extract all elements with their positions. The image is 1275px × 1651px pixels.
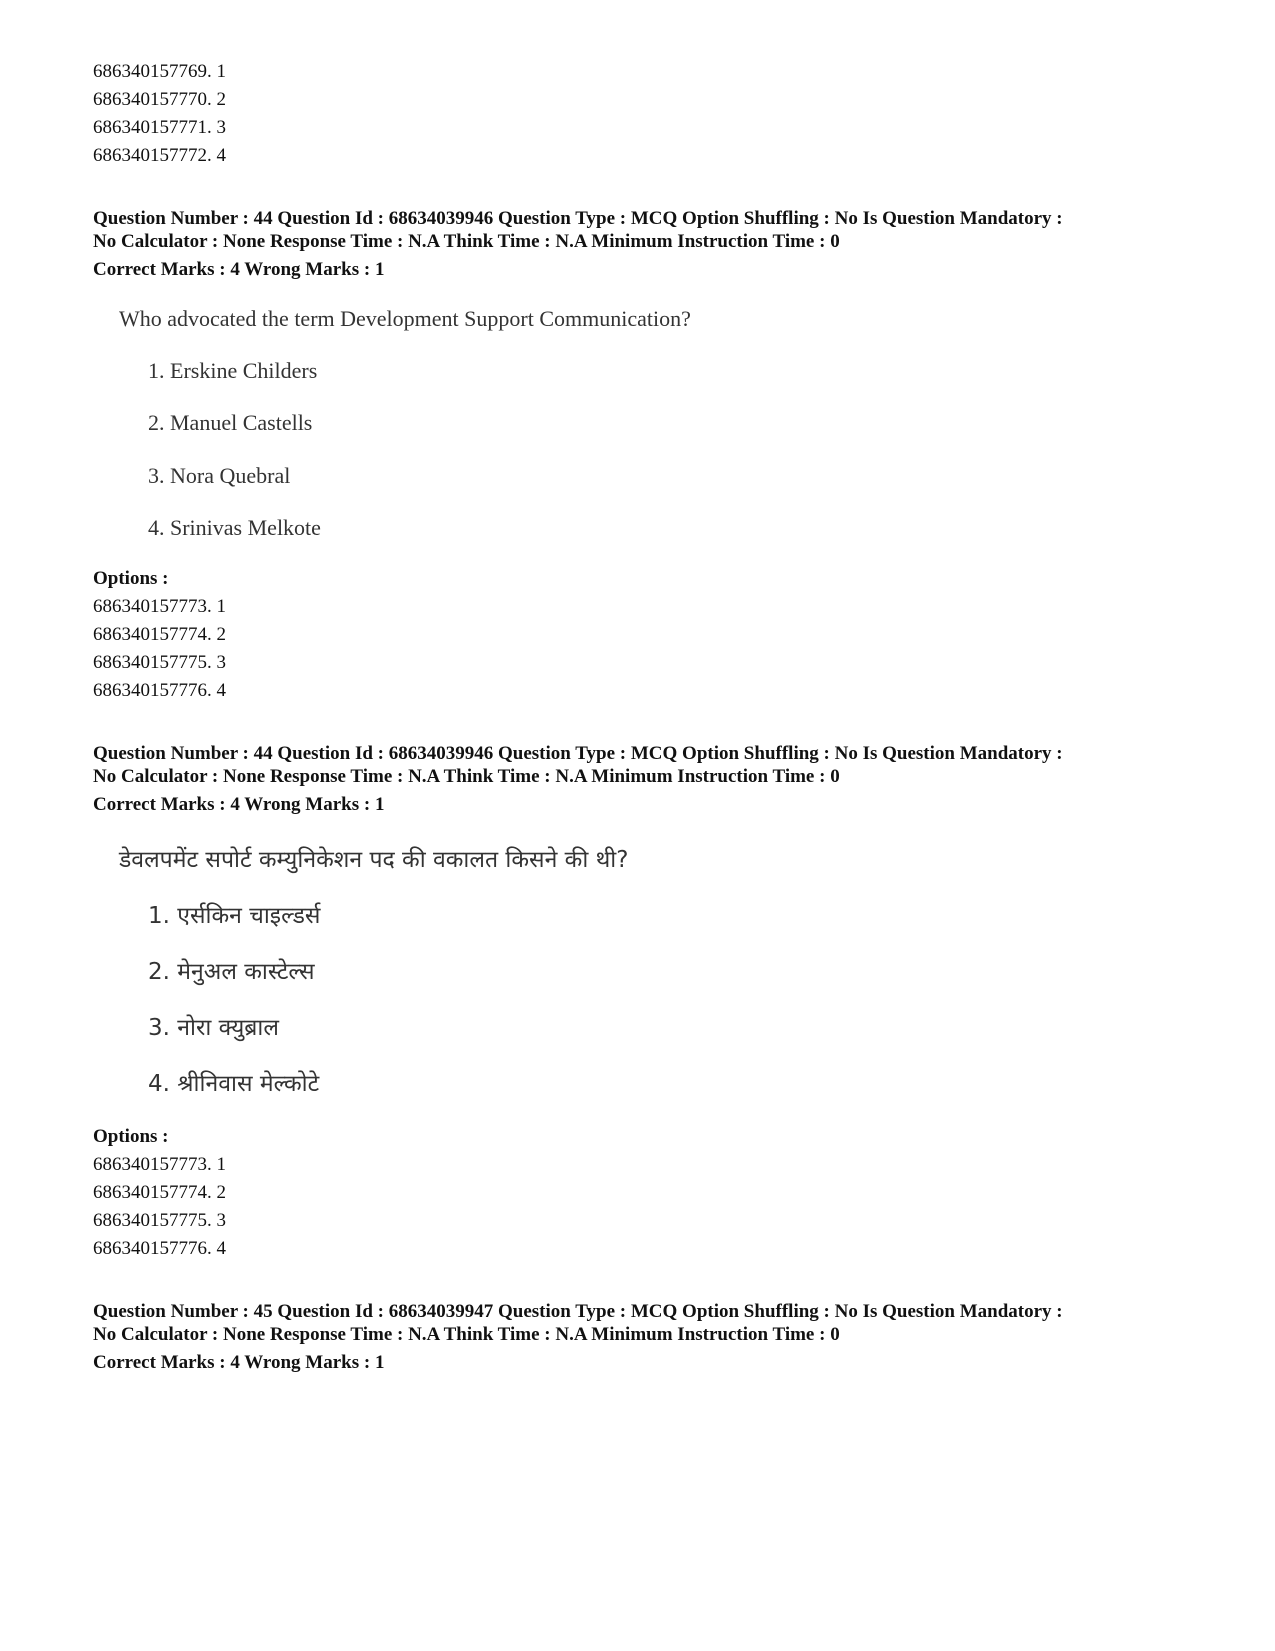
question-header-line1: Question Number : 44 Question Id : 68634039946 Question Type : MCQ Option Shuffling : No Is Question Mandatory : [93,208,1063,229]
option-id-line: 686340157775. 3 [93,1210,226,1231]
option-id-line: 686340157776. 4 [93,680,226,701]
option-id-line: 686340157776. 4 [93,1238,226,1259]
options-label: Options : [93,1126,169,1147]
answer-choice: 4. Srinivas Melkote [148,515,321,540]
answer-choice: 2. Manuel Castells [148,410,313,435]
question-marks: Correct Marks : 4 Wrong Marks : 1 [93,259,385,280]
question-header-line1: Question Number : 45 Question Id : 68634039947 Question Type : MCQ Option Shuffling : No Is Question Mandatory : [93,1301,1063,1322]
answer-choice: 3. Nora Quebral [148,463,291,488]
question-text: Who advocated the term Development Support Communication? [119,306,691,331]
option-id-line: 686340157771. 3 [93,117,226,138]
question-marks: Correct Marks : 4 Wrong Marks : 1 [93,794,385,815]
option-id-line: 686340157775. 3 [93,652,226,673]
option-id-line: 686340157770. 2 [93,89,226,110]
options-label: Options : [93,568,169,589]
question-marks: Correct Marks : 4 Wrong Marks : 1 [93,1352,385,1373]
answer-choice-hindi: 3. नोरा क्युब्राल [148,1015,279,1041]
question-header-line1: Question Number : 44 Question Id : 68634039946 Question Type : MCQ Option Shuffling : No Is Question Mandatory : [93,743,1063,764]
option-id-line: 686340157774. 2 [93,1182,226,1203]
question-header-line2: No Calculator : None Response Time : N.A Think Time : N.A Minimum Instruction Time : 0 [93,1324,840,1345]
question-header-line2: No Calculator : None Response Time : N.A Think Time : N.A Minimum Instruction Time : 0 [93,766,840,787]
answer-choice-hindi: 4. श्रीनिवास मेल्कोटे [148,1071,320,1097]
answer-choice-hindi: 2. मेनुअल कास्टेल्स [148,959,315,985]
option-id-line: 686340157772. 4 [93,145,226,166]
option-id-line: 686340157773. 1 [93,1154,226,1175]
answer-choice-hindi: 1. एर्सकिन चाइल्डर्स [148,903,321,929]
option-id-line: 686340157773. 1 [93,596,226,617]
option-id-line: 686340157769. 1 [93,61,226,82]
option-id-line: 686340157774. 2 [93,624,226,645]
question-text-hindi: डेवलपमेंट सपोर्ट कम्युनिकेशन पद की वकालत किसने की थी? [119,847,629,873]
answer-choice: 1. Erskine Childers [148,358,318,383]
question-header-line2: No Calculator : None Response Time : N.A Think Time : N.A Minimum Instruction Time : 0 [93,231,840,252]
